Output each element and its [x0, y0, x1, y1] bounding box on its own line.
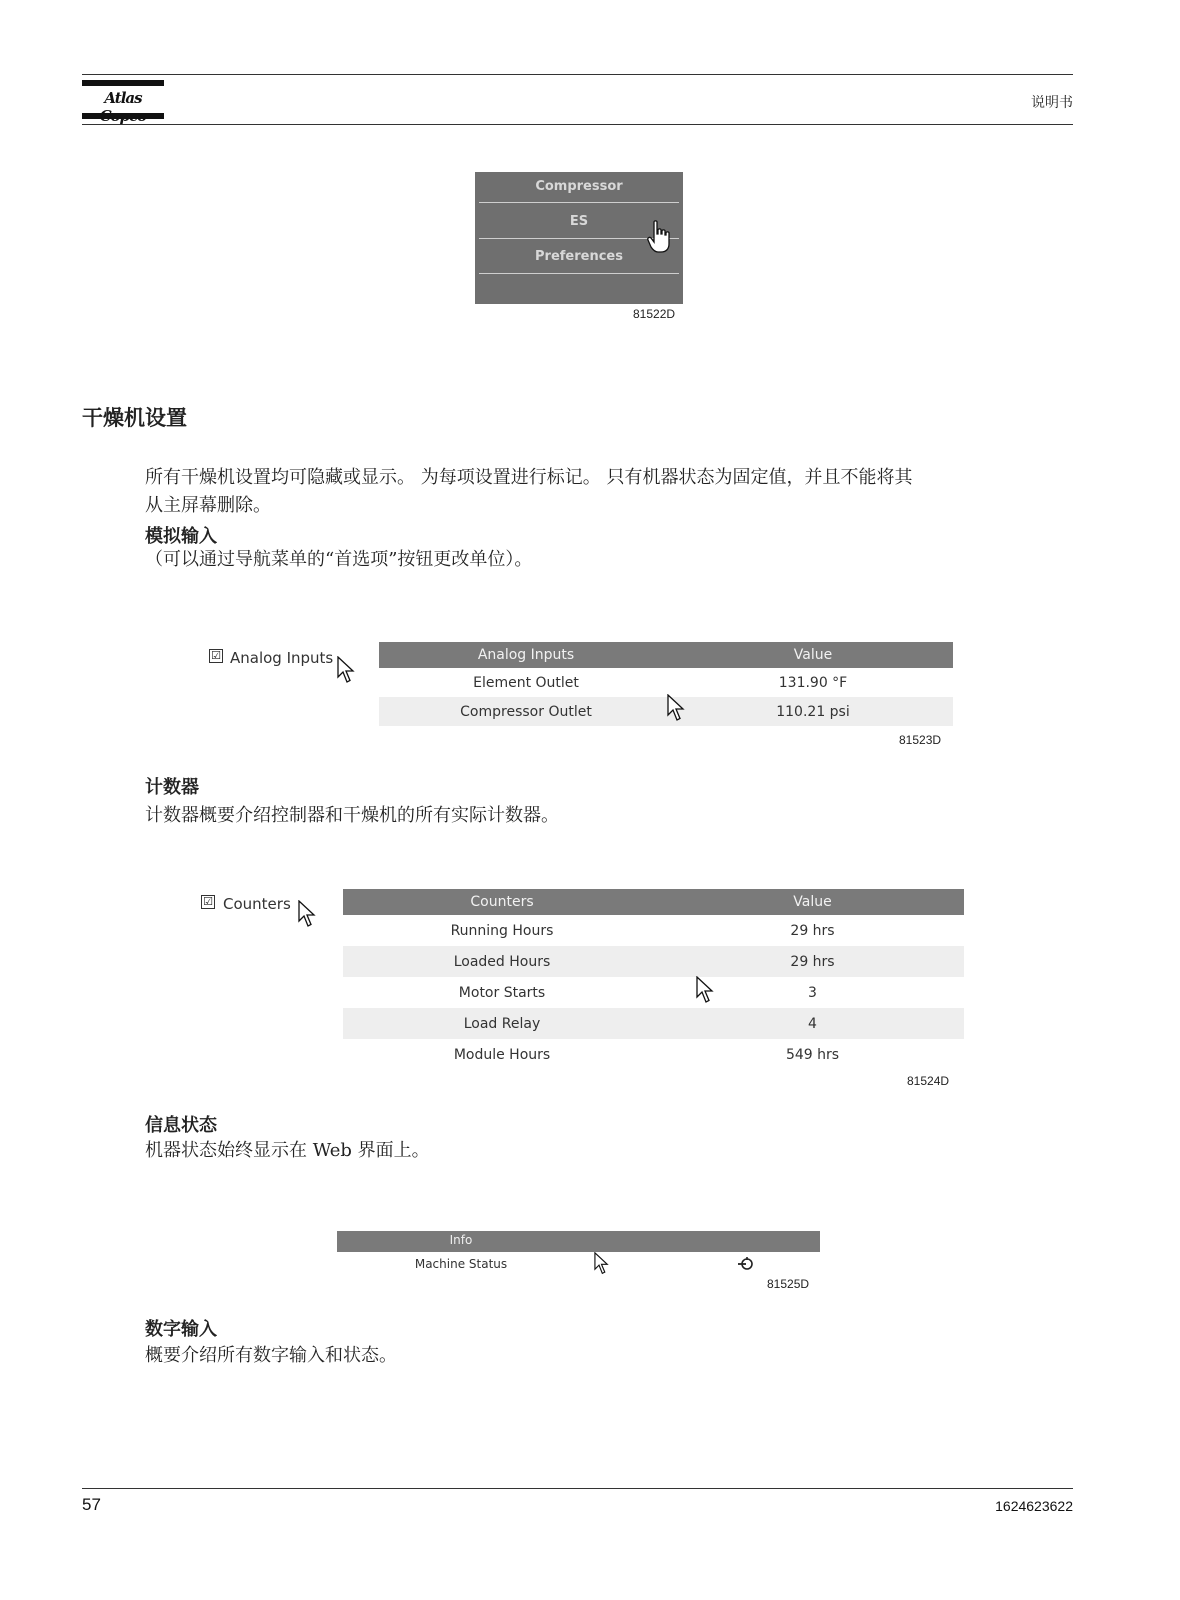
- figure-id: 81522D: [633, 307, 676, 321]
- info-status-description: 机器状态始终显示在 Web 界面上。: [145, 1140, 430, 1161]
- header-bottom-rule: [82, 124, 1073, 125]
- column-header-analog-inputs: Analog Inputs: [379, 642, 673, 668]
- row-value: 4: [661, 1008, 964, 1039]
- analog-inputs-checkbox[interactable]: ☑: [209, 649, 223, 663]
- navigation-menu: [475, 172, 683, 304]
- atlas-copco-logo: [82, 80, 164, 120]
- arrow-cursor-icon: [337, 656, 355, 684]
- info-status-heading: 信息状态: [145, 1115, 217, 1136]
- row-name: Module Hours: [453, 1046, 551, 1063]
- standby-icon: [737, 1256, 755, 1272]
- row-value: 29 hrs: [661, 946, 964, 977]
- info-table-header-bar: [337, 1231, 820, 1252]
- arrow-cursor-icon: [667, 694, 685, 722]
- row-value: 110.21 psi: [673, 697, 953, 726]
- table-row: [343, 1039, 964, 1070]
- counters-table: [343, 889, 964, 1070]
- arrow-cursor-icon: [594, 1252, 609, 1275]
- nav-item-preferences[interactable]: Preferences: [535, 249, 623, 264]
- table-row: [343, 1008, 964, 1039]
- figure-id: 81524D: [907, 1074, 950, 1088]
- document-type: 说明书: [1031, 95, 1073, 111]
- digital-inputs-heading: 数字输入: [145, 1319, 217, 1340]
- column-header-value: Value: [673, 642, 953, 668]
- row-name: Running Hours: [450, 922, 554, 939]
- row-value: 549 hrs: [785, 1046, 840, 1063]
- row-name: Motor Starts: [458, 984, 546, 1001]
- hand-pointer-icon: [647, 220, 673, 254]
- analog-inputs-table: [379, 642, 953, 726]
- intro-text-line-2: 从主屏幕删除。: [145, 495, 271, 516]
- counters-heading: 计数器: [145, 777, 199, 798]
- brand-name: Atlas: [104, 89, 142, 107]
- machine-status-label: Machine Status: [414, 1257, 508, 1271]
- digital-inputs-description: 概要介绍所有数字输入和状态。: [145, 1345, 397, 1366]
- table-row: [343, 915, 964, 946]
- column-header-value: Value: [661, 889, 964, 915]
- page-number: 57: [82, 1495, 101, 1514]
- footer-rule: [82, 1488, 1073, 1489]
- counters-description: 计数器概要介绍控制器和干燥机的所有实际计数器。: [145, 805, 559, 826]
- analog-inputs-checkbox-label: Analog Inputs: [230, 649, 334, 667]
- analog-inputs-description: （可以通过导航菜单的“首选项”按钮更改单位）。: [145, 549, 533, 570]
- analog-inputs-heading: 模拟输入: [145, 526, 217, 547]
- table-row: [379, 668, 953, 697]
- figure-id: 81525D: [767, 1277, 810, 1291]
- nav-divider: [479, 273, 679, 274]
- intro-text-line-1: 所有干燥机设置均可隐藏或显示。 为每项设置进行标记。 只有机器状态为固定值，并且不能将其: [145, 467, 913, 488]
- row-name: Element Outlet: [473, 674, 579, 691]
- column-header-counters: Counters: [343, 889, 661, 915]
- counters-checkbox-label: Counters: [223, 895, 291, 913]
- document-number: 1624623622: [995, 1498, 1073, 1514]
- row-value: 3: [808, 984, 817, 1001]
- row-name: Compressor Outlet: [379, 697, 673, 726]
- arrow-cursor-icon: [298, 900, 316, 928]
- header-top-rule: [82, 74, 1073, 75]
- arrow-cursor-icon: [696, 976, 714, 1004]
- nav-divider: [479, 202, 679, 203]
- table-row: [343, 977, 964, 1008]
- row-name: Loaded Hours: [343, 946, 661, 977]
- row-value: 131.90 °F: [778, 674, 848, 691]
- table-row: [343, 946, 964, 977]
- row-value: 29 hrs: [790, 922, 835, 939]
- section-title: 干燥机设置: [82, 405, 187, 430]
- figure-id: 81523D: [899, 733, 942, 747]
- nav-item-compressor[interactable]: Compressor: [535, 179, 623, 194]
- nav-item-es[interactable]: ES: [569, 214, 589, 229]
- info-table-header: Info: [449, 1233, 473, 1247]
- counters-checkbox[interactable]: ☑: [201, 895, 215, 909]
- table-row: [379, 697, 953, 726]
- row-name: Load Relay: [343, 1008, 661, 1039]
